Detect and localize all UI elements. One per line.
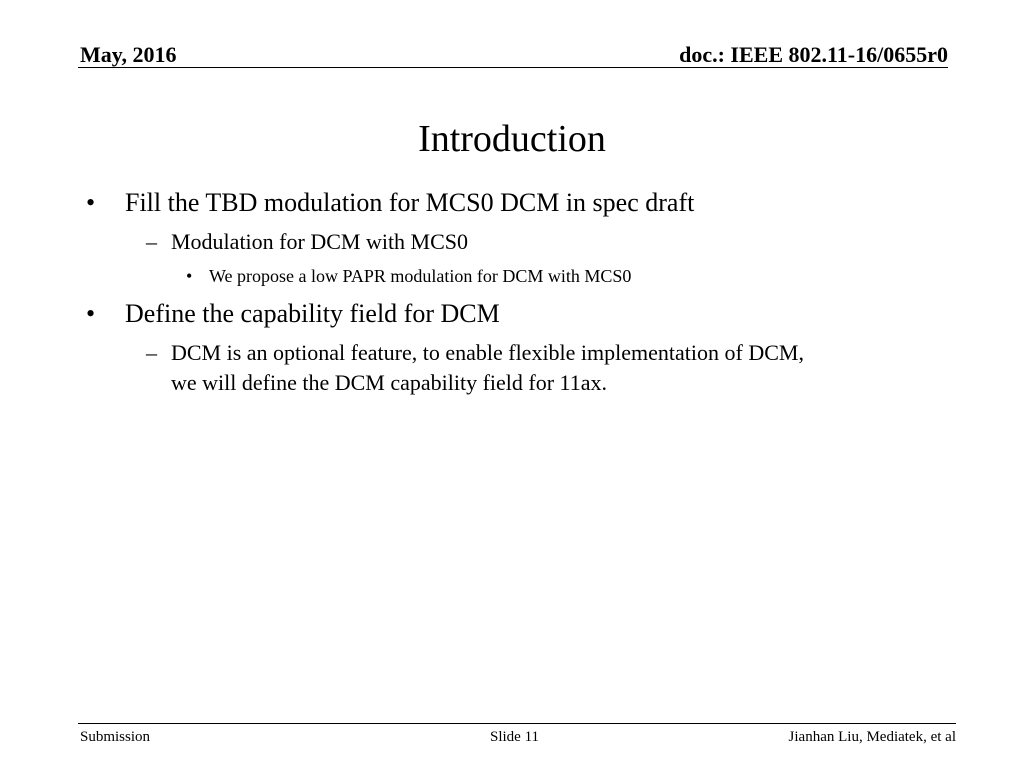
bullet-marker: •: [86, 299, 96, 328]
slide-title: Introduction: [418, 118, 606, 160]
bullet-marker: •: [86, 188, 96, 217]
footer-slide-number: Slide 11: [490, 729, 540, 745]
footer-authors: Jianhan Liu, Mediatek, et al: [788, 729, 956, 745]
sub-bullet-marker: –: [146, 229, 157, 254]
sub-sub-bullet-text: We propose a low PAPR modulation for DCM with MCS0: [209, 266, 632, 286]
footer-divider: [78, 723, 956, 724]
footer-submission: Submission: [80, 729, 151, 745]
sub-bullet-text-line-2: we will define the DCM capability field for 11ax.: [171, 370, 608, 395]
sub-sub-bullet-marker: •: [186, 266, 193, 286]
sub-bullet-text-line-1: DCM is an optional feature, to enable flexible implementation of DCM,: [171, 340, 804, 365]
header-date: May, 2016: [80, 42, 177, 67]
bullet-text: Define the capability field for DCM: [125, 299, 500, 328]
header-doc-id: doc.: IEEE 802.11-16/0655r0: [679, 42, 948, 67]
sub-bullet-text: Modulation for DCM with MCS0: [171, 229, 469, 254]
sub-bullet-marker: –: [146, 340, 157, 365]
bullet-text: Fill the TBD modulation for MCS0 DCM in spec draft: [125, 188, 695, 217]
